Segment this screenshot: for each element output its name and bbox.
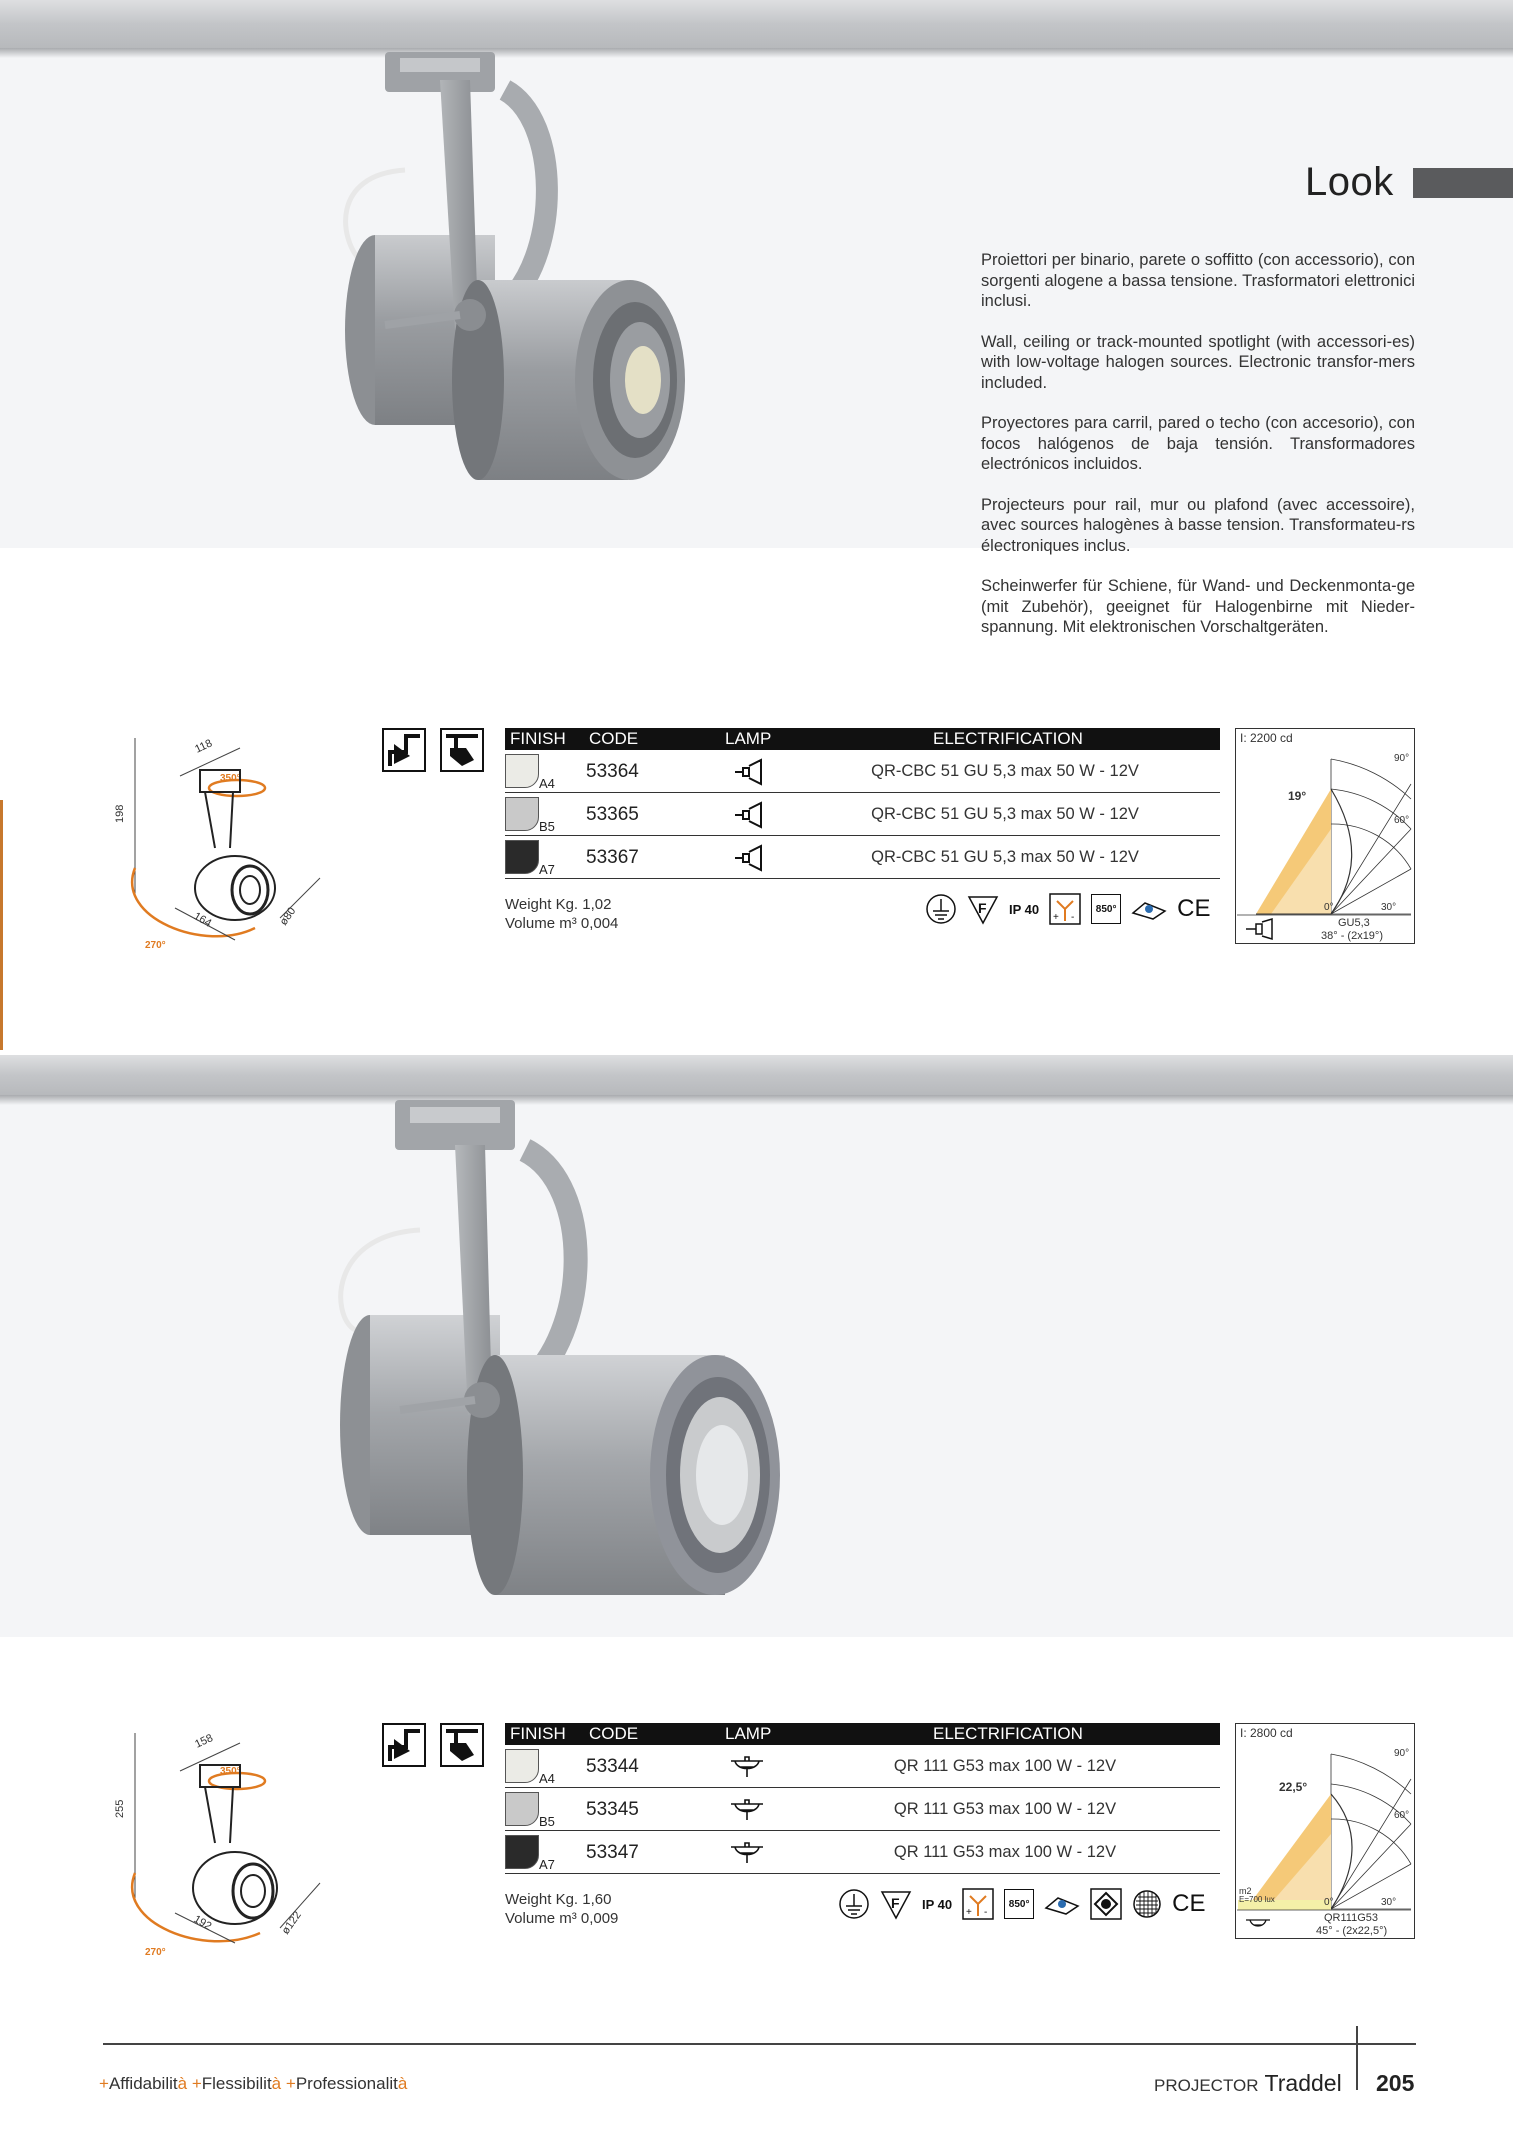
header-electrification: ELECTRIFICATION [933, 1724, 1083, 1743]
polar-label-0: 0° [1324, 1897, 1334, 1908]
tag-suffix: à [397, 2074, 408, 2093]
dim-diameter-2: ø122 [279, 1909, 304, 1937]
weight-volume [505, 895, 618, 933]
mounting-icons-1 [382, 728, 484, 772]
electrification: QR 111 G53 max 100 W - 12V [893, 1843, 1117, 1861]
temperature-value: 850° [1008, 1898, 1030, 1910]
description-english: Wall, ceiling or track-mounted spotlight (with accessori-es) with low-voltage halogen sources. Electronic transfor-mers included. [981, 332, 1415, 392]
polar-lux-label: E=700 lux [1239, 1895, 1275, 1904]
eye-icon [1044, 1892, 1080, 1916]
rotation-top-2: 350° [220, 1766, 241, 1777]
ar111-lamp-icon [727, 1839, 767, 1865]
product-photo-2 [0, 1055, 1513, 1637]
polar-area-label: m2 [1239, 1886, 1252, 1896]
finish-swatch [505, 1835, 539, 1869]
product-code: 53364 [586, 761, 639, 782]
header-finish: FINISH [510, 729, 566, 748]
table-row [505, 1745, 1220, 1788]
footer-category [1154, 2070, 1342, 2097]
electrification: QR-CBC 51 GU 5,3 max 50 W - 12V [871, 848, 1139, 866]
ip-rating: IP 40 [1009, 901, 1040, 917]
product-code: 53345 [586, 1799, 639, 1820]
grid-louvre-icon [1132, 1889, 1162, 1919]
footer-tagline [99, 2074, 407, 2094]
technical-drawing-2 [105, 1723, 345, 1963]
ce-mark-icon: CE [1177, 895, 1211, 922]
electrification: QR-CBC 51 GU 5,3 max 50 W - 12V [871, 762, 1139, 780]
finish-code: A7 [539, 862, 555, 877]
tag-plus: + [285, 2074, 296, 2093]
description-french: Projecteurs pour rail, mur ou plafond (avec accessoire), avec sources halogènes à basse tension. Transformateu-rs électroniques inclus. [981, 495, 1415, 555]
finish-swatch [505, 1792, 539, 1826]
table-header [505, 1723, 1220, 1745]
header-code: CODE [589, 729, 639, 748]
polar-lamp-type: QR111G53 [1324, 1912, 1379, 1924]
polar-label-90: 90° [1394, 753, 1410, 764]
track-spotlight-photo [0, 1055, 1513, 1637]
ceiling-mount-icon [440, 728, 484, 772]
finish-code: B5 [539, 1814, 555, 1829]
description-italian: Proiettori per binario, parete o soffitto (con accessorio), con sorgenti alogene a bassa tensione. Trasformatori elettronici inclusi. [981, 251, 1415, 310]
polar-half-angle: 22,5° [1279, 1780, 1308, 1794]
halogen-lamp-icon [733, 758, 767, 786]
eye-icon [1131, 897, 1167, 921]
halogen-lamp-icon [733, 801, 767, 829]
tag-professionalism: Professionalit [295, 2074, 398, 2093]
product-code: 53347 [586, 1842, 639, 1863]
tag-suffix: à [271, 2074, 282, 2093]
electrification: QR 111 G53 max 100 W - 12V [893, 1800, 1117, 1818]
rotation-frame-icon [1090, 1888, 1122, 1920]
footer-divider [103, 2043, 1416, 2045]
finish-code: A4 [539, 776, 555, 791]
description-spanish: Proyectores para carril, pared o techo (con accesorio), con focos halógenos de baja tensión. Transformadores electrónicos incluidos. [981, 414, 1415, 473]
dim-depth-1: 164 [191, 910, 214, 930]
table-row [505, 1831, 1220, 1874]
polar-lamp-type: GU5,3 [1338, 917, 1370, 929]
finish-swatch [505, 797, 539, 831]
table-row [505, 793, 1220, 836]
svg-text:F: F [978, 900, 987, 916]
product-title-block [1300, 160, 1513, 208]
volume-text: Volume m³ 0,004 [505, 915, 619, 932]
wall-mount-icon [382, 728, 426, 772]
svg-text:F: F [891, 1895, 900, 1911]
header-lamp: LAMP [725, 729, 772, 748]
finish-code: A4 [539, 1771, 555, 1786]
weight-text: Weight Kg. 1,02 [505, 896, 612, 913]
polar-beam-angle: 38° - (2x19°) [1321, 930, 1383, 942]
product-code: 53365 [586, 804, 639, 825]
svg-text:+: + [1053, 912, 1059, 923]
page-number: 205 [1376, 2070, 1415, 2096]
tag-plus: + [191, 2074, 202, 2093]
polar-half-angle: 19° [1288, 789, 1307, 803]
finish-swatch [505, 840, 539, 874]
brand-name: Traddel [1264, 2070, 1342, 2096]
product-code: 53344 [586, 1756, 639, 1777]
table-row [505, 836, 1220, 879]
svg-text:-: - [984, 1907, 988, 1918]
product-table-2 [505, 1723, 1220, 1934]
tag-flexibility: Flessibilit [201, 2074, 272, 2093]
product-description [981, 250, 1415, 658]
temperature-value: 850° [1095, 903, 1117, 915]
table-row [505, 750, 1220, 793]
weight-text: Weight Kg. 1,60 [505, 1891, 612, 1908]
header-finish: FINISH [510, 1724, 566, 1743]
dim-height-1: 198 [114, 804, 126, 823]
page-title: Look [1305, 160, 1394, 204]
table-header [505, 728, 1220, 750]
f-mark-icon [967, 893, 999, 925]
header-electrification: ELECTRIFICATION [933, 729, 1083, 748]
finish-swatch [505, 754, 539, 788]
halogen-lamp-icon [733, 844, 767, 872]
spec-block-2 [0, 1723, 1513, 1958]
ground-symbol-icon [925, 893, 957, 925]
dim-depth-2: 192 [191, 1913, 214, 1933]
polar-label-30: 30° [1381, 1897, 1397, 1908]
tag-plus: + [99, 2074, 109, 2093]
spec-block-1 [0, 728, 1513, 958]
polar-label-60: 60° [1394, 1810, 1410, 1821]
dim-width-1: 118 [193, 737, 215, 756]
dim-height-2: 255 [114, 1799, 126, 1818]
electrification: QR-CBC 51 GU 5,3 max 50 W - 12V [871, 805, 1139, 823]
certification-icons [838, 1888, 1205, 1920]
table-row [505, 1788, 1220, 1831]
temperature-icon [1004, 1889, 1034, 1919]
polar-intensity: I: 2800 cd [1240, 1726, 1293, 1740]
finish-code: A7 [539, 1857, 555, 1872]
description-german: Scheinwerfer für Schiene, für Wand- und Deckenmonta-ge (mit Zubehör), geeignet für Halogenbirne mit Nieder-spannung. Mit elektronischen Vorschaltgeräten. [981, 577, 1415, 636]
ip-rating: IP 40 [922, 1896, 953, 1912]
wall-mount-icon [382, 1723, 426, 1767]
adjustable-icon [1049, 893, 1081, 925]
ce-mark-icon: CE [1172, 1890, 1206, 1917]
dim-width-2: 158 [193, 1732, 215, 1751]
polar-label-0: 0° [1324, 902, 1334, 913]
weight-volume [505, 1890, 618, 1928]
rotation-bottom-1: 270° [145, 940, 166, 951]
tag-suffix: à [177, 2074, 188, 2093]
product-code: 53367 [586, 847, 639, 868]
svg-text:+: + [966, 1907, 972, 1918]
f-mark-icon [880, 1888, 912, 1920]
adjustable-icon [962, 1888, 994, 1920]
finish-swatch [505, 1749, 539, 1783]
header-lamp: LAMP [725, 1724, 772, 1743]
polar-diagram-1 [1235, 728, 1415, 944]
tag-reliability: Affidabilit [108, 2074, 178, 2093]
product-table-1 [505, 728, 1220, 939]
category-label: PROJECTOR [1154, 2076, 1259, 2095]
certification-icons [925, 893, 1210, 925]
polar-label-60: 60° [1394, 815, 1410, 826]
volume-text: Volume m³ 0,009 [505, 1910, 619, 1927]
polar-label-90: 90° [1394, 1748, 1410, 1759]
temperature-icon [1091, 894, 1121, 924]
polar-diagram-2 [1235, 1723, 1415, 1939]
footer-separator [1356, 2026, 1358, 2090]
svg-text:-: - [1071, 912, 1075, 923]
title-accent-bar [1413, 168, 1513, 198]
ar111-lamp-icon [727, 1753, 767, 1779]
mounting-icons-2 [382, 1723, 484, 1767]
dim-diameter-1: ø80 [277, 905, 299, 928]
finish-code: B5 [539, 819, 555, 834]
polar-beam-angle: 45° - (2x22,5°) [1316, 1925, 1388, 1937]
header-code: CODE [589, 1724, 639, 1743]
rotation-bottom-2: 270° [145, 1947, 166, 1958]
polar-label-30: 30° [1381, 902, 1397, 913]
ground-symbol-icon [838, 1888, 870, 1920]
technical-drawing-1 [105, 728, 345, 958]
polar-intensity: I: 2200 cd [1240, 731, 1293, 745]
ar111-lamp-icon [727, 1796, 767, 1822]
electrification: QR 111 G53 max 100 W - 12V [893, 1757, 1117, 1775]
rotation-top-1: 350° [220, 773, 241, 784]
ceiling-mount-icon [440, 1723, 484, 1767]
